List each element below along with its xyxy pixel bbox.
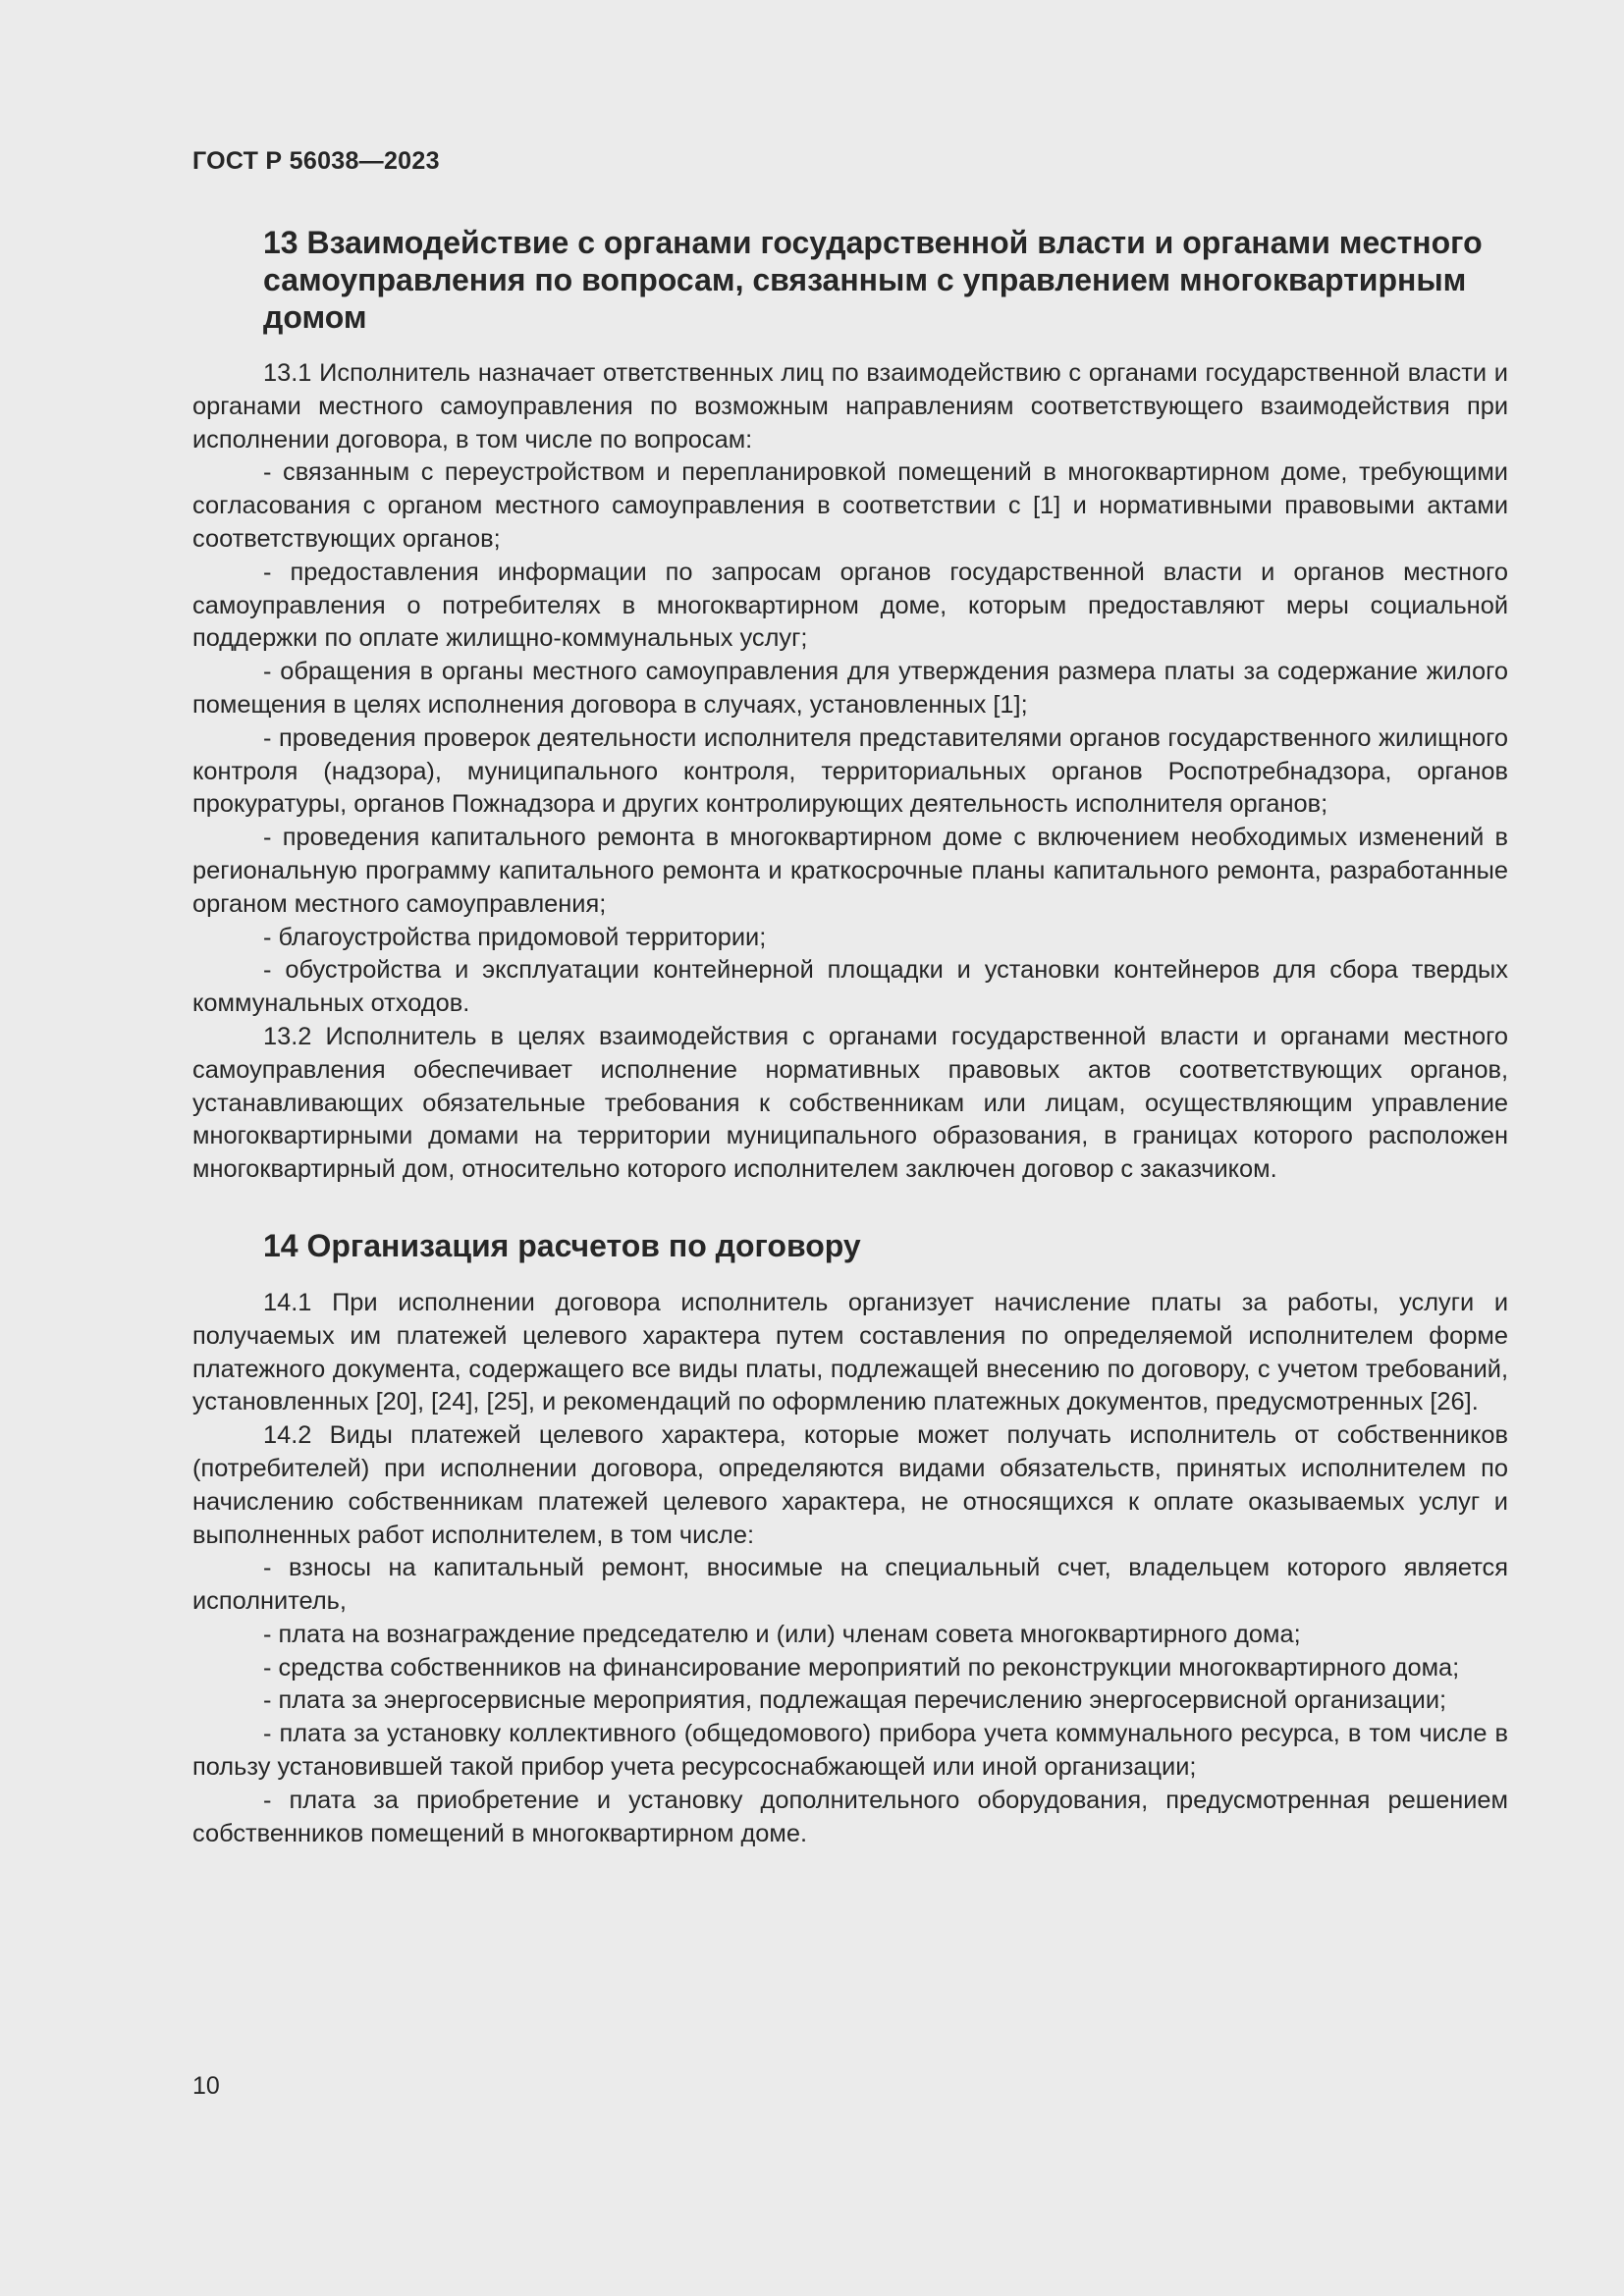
list-item: - благоустройства придомовой территории; (263, 923, 767, 951)
list-item: - плата за энергосервисные мероприятия, подлежащая перечислению энергосервисной организации; (263, 1686, 1447, 1715)
page-number: 10 (192, 2072, 220, 2100)
list-item: - проведения проверок деятельности исполнителя представителями органов государственного жилищного контроля (надзора), муниципального контроля, территориальных органов Роспотребнадзора, органов прокуратуры, органов Пожнадзора и других контролирующих деятельность исполнителя органов; (192, 723, 1508, 819)
section-13 (192, 224, 1508, 1187)
paragraph: 13.1 Исполнитель назначает ответственных лиц по взаимодействию с органами государственной власти и органами местного самоуправления по возможным направлениям соответствующего взаимодействия при исполнении договора, в том числе по вопросам: (192, 359, 1508, 454)
list-item: - предоставления информации по запросам органов государственной власти и органов местного самоуправления о потребителях в многоквартирном доме, которым предоставляют меры социальной поддержки по оплате жилищно-коммунальных услуг; (192, 558, 1508, 653)
section-14 (192, 1227, 1508, 1851)
list-item: - взносы на капитальный ремонт, вносимые на специальный счет, владельцем которого является исполнитель, (192, 1554, 1508, 1616)
section-13-title: 13 Взаимодействие с органами государственной власти и органами местного самоуправления по вопросам, связанным с управлением многоквартирным домом (263, 225, 1483, 335)
list-item: - средства собственников на финансирование мероприятий по реконструкции многоквартирного дома; (263, 1653, 1460, 1682)
paragraph: 14.2 Виды платежей целевого характера, которые может получать исполнитель от собственников (потребителей) при исполнении договора, определяются видами обязательств, принятых исполнителем по начислению собственникам платежей целевого характера, не относящихся к оплате оказываемых услуг и выполненных работ исполнителем, в том числе: (192, 1421, 1508, 1549)
list-item: - плата на вознаграждение председателю и (или) членам совета многоквартирного дома; (263, 1620, 1301, 1648)
list-item: - обустройства и эксплуатации контейнерной площадки и установки контейнеров для сбора твердых коммунальных отходов. (192, 956, 1508, 1018)
list-item: - плата за установку коллективного (общедомового) прибора учета коммунального ресурса, в том числе в пользу установившей такой прибор учета ресурсоснабжающей или иной организации; (192, 1720, 1508, 1782)
paragraph: 14.1 При исполнении договора исполнитель организует начисление платы за работы, услуги и получаемых им платежей целевого характера путем составления по определяемой исполнителем форме платежного документа, содержащего все виды платы, подлежащей внесению по договору, с учетом требований, установленных [20], [24], [25], и рекомендаций по оформлению платежных документов, предусмотренных [26]. (192, 1288, 1508, 1416)
paragraph: 13.2 Исполнитель в целях взаимодействия с органами государственной власти и органами местного самоуправления обеспечивает исполнение нормативных правовых актов соответствующих органов, устанавливающих обязательные требования к собственникам или лицам, осуществляющим управление многоквартирными домами на территории муниципального образования, в границах которого расположен многоквартирный дом, относительно которого исполнителем заключен договор с заказчиком. (192, 1022, 1508, 1184)
list-item: - плата за приобретение и установку дополнительного оборудования, предусмотренная решением собственников помещений в многоквартирном доме. (192, 1786, 1508, 1847)
section-14-title: 14 Организация расчетов по договору (263, 1227, 861, 1263)
page-content (192, 224, 1508, 1850)
list-item: - обращения в органы местного самоуправления для утверждения размера платы за содержание жилого помещения в целях исполнения договора в случаях, установленных [1]; (192, 658, 1508, 719)
list-item: - связанным с переустройством и перепланировкой помещений в многоквартирном доме, требующими согласования с органом местного самоуправления в соответствии с [1] и нормативными правовыми актами соответствующих органов; (192, 458, 1508, 553)
list-item: - проведения капитального ремонта в многоквартирном доме с включением необходимых изменений в региональную программу капитального ремонта и краткосрочные планы капитального ремонта, разработанные органом местного самоуправления; (192, 824, 1508, 918)
document-code: ГОСТ Р 56038—2023 (192, 147, 440, 175)
